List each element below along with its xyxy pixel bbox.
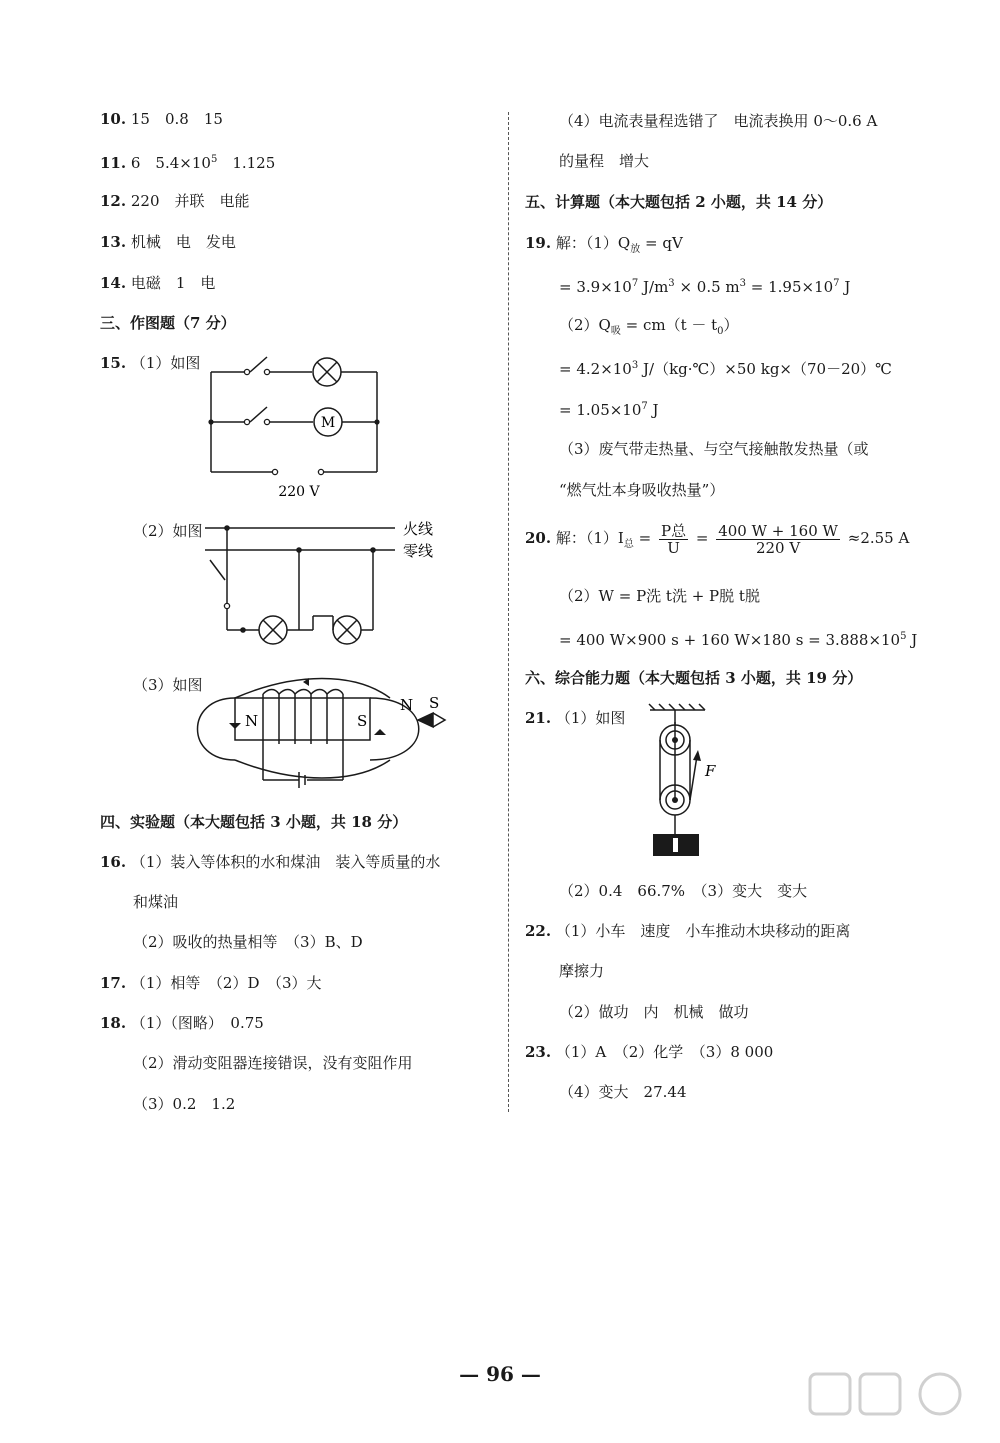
answer-21-part1: 21. （1）如图 xyxy=(525,709,626,727)
answer-15-part1: 15. （1）如图 xyxy=(100,354,201,372)
answer-17: 17. （1）相等 （2）D （3）大 xyxy=(100,974,322,992)
answer-19-line3: $(2)Q_吸 = cm(t - t_0)$ xyxy=(559,316,739,337)
answer-14: 14. 电磁 1 电 xyxy=(100,274,216,292)
voltage-label: 220 V xyxy=(278,484,320,500)
answer-21-part2: （2）0.4 66.7% （3）变大 变大 xyxy=(559,882,808,900)
answer-16-line1: 16. （1）装入等体积的水和煤油 装入等质量的水 xyxy=(100,853,441,871)
parallel-circuit-diagram xyxy=(205,352,385,502)
answer-18-part4-line1: （4）电流表量程选错了 电流表换用 0～0.6 A xyxy=(559,112,878,130)
answer-16-line2: 和煤油 xyxy=(133,893,179,911)
answer-12: 12. 220 并联 电能 xyxy=(100,192,250,210)
answer-20-line1: 20. 解：$(1)I_总$ = $\frac{\text{P总}}{U}$ = $\frac{400 W + 160 W}{220 V}$ ≈2.55 A xyxy=(525,521,910,557)
household-wiring-diagram xyxy=(205,520,445,640)
answer-13: 13. 机械 电 发电 xyxy=(100,233,236,251)
neutral-wire-label: 零线 xyxy=(403,542,434,560)
answer-15-part3: （3）如图 xyxy=(133,676,203,694)
fraction-values: $\frac{400 W + 160 W}{220 V}$ xyxy=(718,521,838,557)
answer-19-line4: = $4.2\times 10^3$ J/（kg·℃）×50 kg×（70－20）℃ xyxy=(559,360,892,378)
fraction-power-over-voltage: $\frac{\text{P总}}{U}$ xyxy=(660,521,687,557)
needle-north-label: N xyxy=(400,696,414,714)
section-six-heading: 六、综合能力题（本大题包括 3 小题，共 19 分） xyxy=(525,669,863,687)
answer-22-line3: （2）做功 内 机械 做功 xyxy=(559,1003,749,1021)
solenoid-north-pole: N xyxy=(245,712,259,730)
answer-23-line2: （4）变大 27.44 xyxy=(559,1083,687,1101)
answer-23-line1: 23. （1）A （2）化学 （3）8 000 xyxy=(525,1043,774,1061)
answer-11: 11. 6 $5.4\times 10^5$ 1.125 xyxy=(100,154,276,172)
answer-18-part4-line2: 的量程 增大 xyxy=(559,152,650,170)
answer-16-line3: （2）吸收的热量相等 （3）B、D xyxy=(133,933,363,951)
answer-22-line1: 22. （1）小车 速度 小车推动木块移动的距离 xyxy=(525,922,851,940)
live-wire-label: 火线 xyxy=(403,520,434,538)
answer-19-line7: “燃气灶本身吸收热量”） xyxy=(559,481,725,499)
solenoid-diagram xyxy=(205,680,455,790)
column-divider xyxy=(508,112,509,1112)
answer-19-line5: = $1.05\times 10^7$ J xyxy=(559,401,659,419)
answer-18-line1: 18. （1）（图略） 0.75 xyxy=(100,1014,264,1032)
answer-10: 10. 15 0.8 15 xyxy=(100,110,223,128)
answer-19-line2: = $3.9\times 10^7$ $J/m^3 \times 0.5$ $m^3 = 1.95\times 10^7$ J xyxy=(559,278,851,296)
answer-20-line2: （2）W = P洗 t洗 + P脱 t脱 xyxy=(559,587,760,605)
answer-15-part2: （2）如图 xyxy=(133,522,203,540)
motor-label: M xyxy=(320,415,336,431)
answer-19-line1: 19. 解：$(1)Q_放$ = qV xyxy=(525,234,683,255)
solenoid-south-pole: S xyxy=(357,712,368,730)
answer-19-line6: （3）废气带走热量、与空气接触散发热量（或 xyxy=(559,440,869,458)
needle-south-label: S xyxy=(429,694,440,712)
answer-18-line2: （2）滑动变阻器连接错误，没有变阻作用 xyxy=(133,1054,413,1072)
pulley-system-diagram xyxy=(645,702,735,862)
answer-22-line2: 摩擦力 xyxy=(559,962,605,980)
section-three-heading: 三、作图题（7 分） xyxy=(100,314,236,332)
watermark-logo xyxy=(790,1370,995,1440)
force-label: F xyxy=(705,762,716,780)
section-four-heading: 四、实验题（本大题包括 3 小题，共 18 分） xyxy=(100,813,408,831)
answer-20-line3: = 400 W×900 s + 160 W×180 $s = 3.888\times 10^5$ J xyxy=(559,631,918,649)
page-number: — 96 — xyxy=(459,1362,541,1386)
section-five-heading: 五、计算题（本大题包括 2 小题，共 14 分） xyxy=(525,193,833,211)
answer-18-line3: （3）0.2 1.2 xyxy=(133,1095,236,1113)
